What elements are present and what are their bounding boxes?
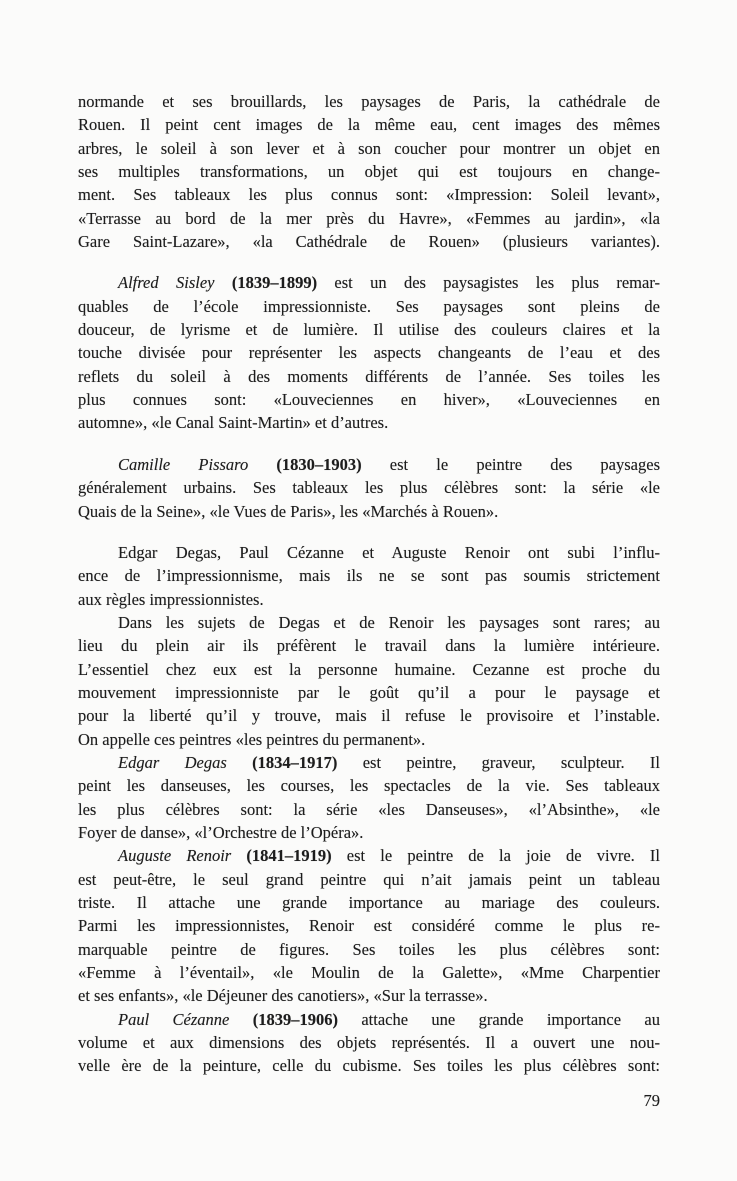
text-segment-normal: plus connues sont: «Louveciennes en hiver», «Louveciennes en	[78, 390, 660, 410]
text-line	[78, 160, 660, 183]
text-segment-normal: mouvement impressionniste par le goût qu’il a pour le paysage et	[78, 682, 660, 702]
text-segment-normal: «Femme à l’éventail», «le Moulin de la Galette», «Mme Charpentier	[78, 963, 660, 983]
text-segment-normal: est le peintre de la joie de vivre. Il	[331, 846, 660, 866]
text-segment-normal: attache une grande importance au	[337, 1009, 660, 1029]
text-line	[78, 113, 660, 136]
paragraph-4	[78, 541, 660, 611]
text-line	[78, 476, 660, 499]
text-segment-bold: (1839–1906)	[229, 1009, 338, 1029]
text-segment-normal: normande et ses brouillards, les paysages de Paris, la cathédrale de	[78, 92, 660, 111]
paragraph-6	[78, 751, 660, 844]
text-segment-normal: aux règles impressionnistes.	[78, 589, 264, 609]
text-line	[78, 230, 660, 253]
text-line	[78, 914, 660, 937]
text-line	[78, 588, 660, 611]
text-line	[78, 564, 660, 587]
text-line	[78, 704, 660, 727]
text-segment-normal: est peut-être, le seul grand peintre qui n’ait jamais peint un tableau	[78, 869, 660, 889]
text-segment-normal: Quais de la Seine», «le Vues de Paris», les «Marchés à Rouen».	[78, 501, 499, 521]
text-segment-normal: arbres, le soleil à son lever et à son coucher pour montrer un objet en	[78, 138, 660, 158]
text-segment-normal: marquable peintre de figures. Ses toiles les plus célèbres sont:	[78, 939, 660, 959]
text-line	[78, 1054, 660, 1077]
text-segment-bold: (1841–1919)	[231, 846, 332, 866]
text-line	[78, 938, 660, 961]
text-segment-normal: est un des paysagistes les plus remar-	[317, 273, 660, 293]
paragraph-1	[78, 90, 660, 253]
text-segment-normal: velle ère de la peinture, celle du cubisme. Ses toiles les plus célèbres sont:	[78, 1056, 660, 1076]
text-segment-italic: Alfred Sisley	[118, 273, 215, 293]
text-segment-normal: On appelle ces peintres «les peintres du permanent».	[78, 729, 426, 749]
text-line	[78, 634, 660, 657]
text-segment-bold: (1830–1903)	[248, 454, 362, 474]
text-segment-normal: est peintre, graveur, sculpteur. Il	[337, 752, 660, 772]
text-segment-italic: Camille Pissaro	[118, 454, 249, 474]
paragraph-7	[78, 844, 660, 1007]
text-segment-normal: ment. Ses tableaux les plus connus sont: «Impression: Soleil levant»,	[78, 185, 660, 205]
text-segment-normal: volume et aux dimensions des objets représentés. Il a ouvert une nou-	[78, 1033, 660, 1053]
text-segment-normal: ses multiples transformations, un objet qui est toujours en change-	[78, 162, 660, 182]
text-segment-normal: est le peintre des paysages	[361, 454, 660, 474]
text-line	[78, 183, 660, 206]
text-line	[78, 541, 660, 564]
paragraph-2	[78, 271, 660, 434]
text-line	[78, 984, 660, 1007]
text-segment-normal: Gare Saint-Lazare», «la Cathédrale de Rouen» (plusieurs variantes).	[78, 232, 660, 252]
text-line	[78, 681, 660, 704]
text-line	[78, 961, 660, 984]
text-segment-normal: touche divisée pour représenter les aspects changeants de l’eau et des	[78, 343, 660, 363]
text-line	[78, 658, 660, 681]
text-segment-normal: peint les danseuses, les courses, les spectacles de la vie. Ses tableaux	[78, 776, 660, 796]
text-line	[78, 341, 660, 364]
text-segment-italic: Edgar Degas	[118, 752, 227, 772]
text-line	[78, 844, 660, 867]
text-segment-normal: quables de l’école impressionniste. Ses paysages sont pleins de	[78, 296, 660, 316]
text-line	[78, 774, 660, 797]
paragraph-3	[78, 453, 660, 523]
text-segment-normal: triste. Il attache une grande importance au mariage des couleurs.	[78, 893, 660, 912]
text-line	[78, 500, 660, 523]
text-line	[78, 611, 660, 634]
text-line	[78, 751, 660, 774]
text-segment-normal: automne», «le Canal Saint-Martin» et d’autres.	[78, 413, 389, 433]
text-segment-normal: douceur, de lyrisme et de lumière. Il utilise des couleurs claires et la	[78, 320, 660, 340]
text-segment-normal: Foyer de danse», «l’Orchestre de l’Opéra».	[78, 822, 364, 842]
text-line	[78, 868, 660, 891]
paragraph-8	[78, 1008, 660, 1078]
text-segment-normal: généralement urbains. Ses tableaux les plus célèbres sont: la série «le	[78, 478, 660, 498]
text-segment-normal: Edgar Degas, Paul Cézanne et Auguste Renoir ont subi l’influ-	[118, 542, 660, 562]
text-segment-normal: reflets du soleil à des moments différents de l’année. Ses toiles les	[78, 366, 660, 386]
text-line	[78, 411, 660, 434]
text-segment-normal: les plus célèbres sont: la série «les Danseuses», «l’Absinthe», «le	[78, 799, 660, 819]
text-segment-normal: Parmi les impressionnistes, Renoir est considéré comme le plus re-	[78, 916, 660, 936]
text-line	[78, 207, 660, 230]
text-segment-normal: «Terrasse au bord de la mer près du Havre», «Femmes au jardin», «la	[78, 208, 660, 228]
text-segment-italic: Auguste Renoir	[118, 846, 232, 866]
page-text-block	[78, 90, 660, 1078]
text-segment-normal: L’essentiel chez eux est la personne humaine. Cezanne est proche du	[78, 659, 660, 679]
text-segment-normal: et ses enfants», «le Déjeuner des canotiers», «Sur la terrasse».	[78, 986, 488, 1006]
text-line	[78, 821, 660, 844]
text-line	[78, 728, 660, 751]
text-line	[78, 271, 660, 294]
text-line	[78, 365, 660, 388]
text-line	[78, 798, 660, 821]
text-segment-normal: lieu du plein air ils préfèrent le travail dans la lumière intérieure.	[78, 636, 660, 656]
text-line	[78, 453, 660, 476]
text-line	[78, 1008, 660, 1031]
text-line	[78, 90, 660, 113]
text-segment-italic: Paul Cézanne	[118, 1009, 230, 1029]
text-line	[78, 295, 660, 318]
text-segment-normal: Dans les sujets de Degas et de Renoir les paysages sont rares; au	[118, 612, 660, 632]
paragraph-5	[78, 611, 660, 751]
text-line	[78, 1031, 660, 1054]
text-segment-bold: (1834–1917)	[226, 752, 338, 772]
text-segment-normal: pour la liberté qu’il y trouve, mais il refuse le provisoire et l’instable.	[78, 706, 660, 726]
text-segment-normal: ence de l’impressionnisme, mais ils ne se sont pas soumis strictement	[78, 566, 660, 586]
text-segment-bold: (1839–1899)	[214, 273, 318, 293]
page-number: 79	[643, 1091, 660, 1110]
text-line	[78, 891, 660, 914]
text-line	[78, 137, 660, 160]
text-line	[78, 318, 660, 341]
text-segment-normal: Rouen. Il peint cent images de la même eau, cent images des mêmes	[78, 115, 660, 135]
text-line	[78, 388, 660, 411]
